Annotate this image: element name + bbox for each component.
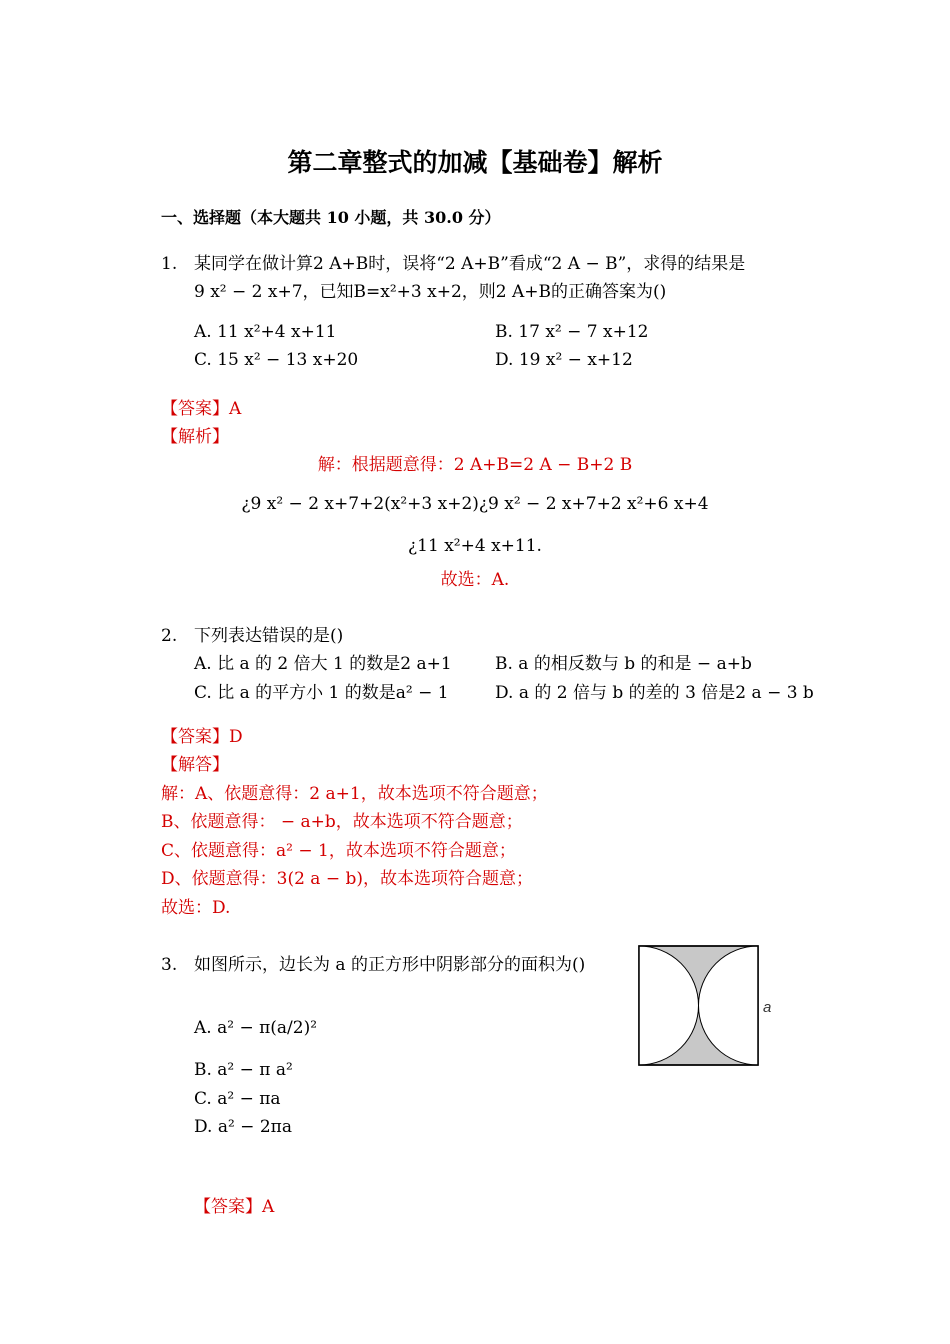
q2-option-d: D. a 的 2 倍与 b 的差的 3 倍是2 a − 3 b [495, 683, 814, 703]
q2-answer: 【答案】D [161, 727, 243, 747]
q2-option-c: C. 比 a 的平方小 1 的数是a² − 1 [194, 683, 449, 703]
q2-number: 2. [161, 626, 178, 646]
q3-number: 3. [161, 955, 178, 975]
q2-option-a: A. 比 a 的 2 倍大 1 的数是2 a+1 [194, 654, 452, 674]
q1-answer: 【答案】A [161, 399, 242, 419]
q3-stem: 如图所示，边长为 a 的正方形中阴影部分的面积为() [194, 955, 586, 975]
q1-solution-line3 [0, 536, 950, 556]
q1-analysis-label: 【解析】 [161, 427, 229, 447]
q2-solution-line2: B、依题意得： − a+b，故本选项不符合题意； [161, 812, 523, 832]
q3-answer: 【答案】A [194, 1197, 275, 1217]
q1-number: 1. [161, 254, 178, 274]
q3-line [161, 950, 585, 975]
q2-line [161, 621, 343, 646]
q1-solution-text-2: ¿9 x² − 2 x+7+2(x²+3 x+2)¿9 x² − 2 x+7+2 x²+6 x+4 [241, 494, 709, 514]
q3-option-c: C. a² − πa [194, 1089, 281, 1109]
page-title: 第二章整式的加减【基础卷】解析 [287, 148, 663, 177]
q1-solution-line2 [0, 494, 950, 514]
q1-option-c: C. 15 x² − 13 x+20 [194, 350, 359, 370]
q1-solution-line4: 故选：A. [440, 570, 510, 590]
q1-solution-line1 [0, 450, 950, 475]
q3-option-b: B. a² − π a² [194, 1060, 293, 1080]
square-figure [638, 945, 780, 1068]
section-heading: 一、选择题（本大题共 10 小题，共 30.0 分） [161, 208, 501, 227]
q3-option-d: D. a² − 2πa [194, 1117, 292, 1137]
q1-solution-text-1: 解：根据题意得：2 A+B=2 A − B+2 B [317, 455, 633, 475]
figure-side-label: a [763, 999, 772, 1016]
q3-option-a: A. a² − π(a/2)² [194, 1018, 318, 1038]
q1-option-b: B. 17 x² − 7 x+12 [495, 322, 649, 342]
q2-option-b: B. a 的相反数与 b 的和是 − a+b [495, 654, 752, 674]
q1-solution-text-3: ¿11 x²+4 x+11. [408, 536, 542, 556]
q2-solution-line1: 解：A、依题意得：2 a+1，故本选项不符合题意； [161, 784, 548, 804]
q2-analysis-label: 【解答】 [161, 755, 229, 775]
q1-stem-line1: 某同学在做计算2 A+B时，误将“2 A+B”看成“2 A − B”，求得的结果是 [194, 254, 746, 274]
q2-solution-line5: 故选：D. [161, 898, 231, 918]
q1-stem-line2: 9 x² − 2 x+7，已知B=x²+3 x+2，则2 A+B的正确答案为() [194, 282, 667, 302]
q1-option-a: A. 11 x²+4 x+11 [194, 322, 337, 342]
q2-solution-line4: D、依题意得：3(2 a − b)，故本选项符合题意； [161, 869, 533, 889]
q1-option-d: D. 19 x² − x+12 [495, 350, 633, 370]
q2-stem: 下列表达错误的是() [194, 626, 344, 646]
q2-solution-line3: C、依题意得：a² − 1，故本选项不符合题意； [161, 841, 516, 861]
q1-line1 [161, 249, 745, 274]
